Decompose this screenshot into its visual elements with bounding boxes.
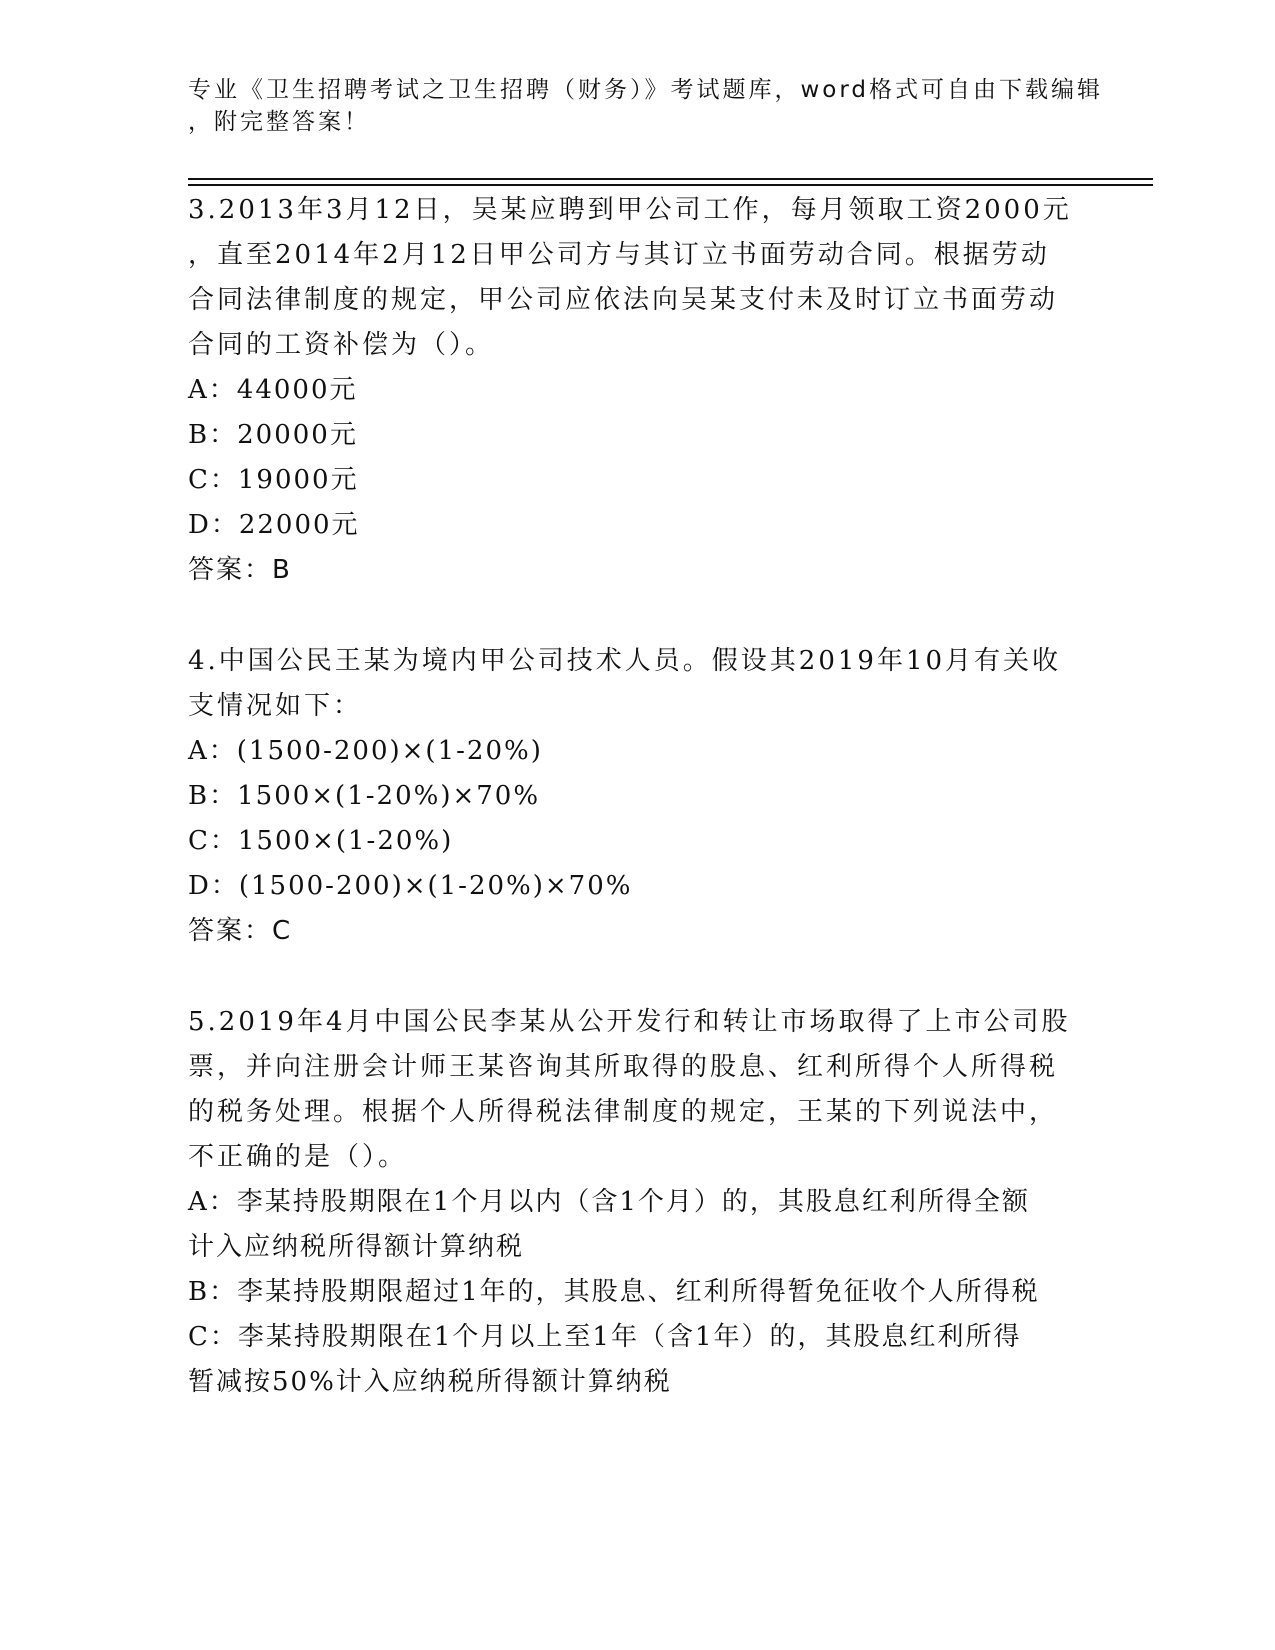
question-text: 合同法律制度的规定，甲公司应依法向吴某支付未及时订立书面劳动	[188, 285, 1059, 315]
option-c-continued: 暂减按50%计入应纳税所得额计算纳税	[188, 1367, 672, 1397]
question-text: 5.2019年4月中国公民李某从公开发行和转让市场取得了上市公司股	[188, 1007, 1071, 1037]
header-line: 专业《卫生招聘考试之卫生招聘（财务）》考试题库，word格式可自由下载编辑	[188, 77, 1104, 103]
header-divider	[188, 184, 1153, 186]
option-a: A：44000元	[188, 375, 358, 405]
option-d: D：22000元	[188, 510, 360, 540]
question-3	[188, 188, 1088, 593]
question-text: ，直至2014年2月12日甲公司方与其订立书面劳动合同。根据劳动	[188, 240, 1050, 270]
header-line: ，附完整答案！	[188, 109, 370, 135]
header-divider	[188, 178, 1153, 180]
question-5	[188, 1000, 1088, 1405]
option-c: C：李某持股期限在1个月以上至1年（含1年）的，其股息红利所得	[188, 1322, 1022, 1352]
option-d: D：(1500-200)×(1-20%)×70%	[188, 871, 633, 901]
option-a: A：(1500-200)×(1-20%)	[188, 736, 543, 766]
page-header	[188, 74, 1104, 138]
answer-text: 答案：B	[188, 555, 292, 585]
answer-text: 答案：C	[188, 916, 293, 946]
option-c: C：19000元	[188, 465, 359, 495]
question-text: 4.中国公民王某为境内甲公司技术人员。假设其2019年10月有关收	[188, 646, 1062, 676]
question-text: 的税务处理。根据个人所得税法律制度的规定，王某的下列说法中，	[188, 1097, 1059, 1127]
question-text: 3.2013年3月12日，吴某应聘到甲公司工作，每月领取工资2000元	[188, 195, 1072, 225]
option-b: B：20000元	[188, 420, 358, 450]
option-b: B：李某持股期限超过1年的，其股息、红利所得暂免征收个人所得税	[188, 1277, 1040, 1307]
question-text: 支情况如下：	[188, 691, 363, 721]
question-4	[188, 639, 1088, 954]
question-text: 不正确的是（）。	[188, 1142, 408, 1172]
option-c: C：1500×(1-20%)	[188, 826, 454, 856]
option-a-continued: 计入应纳税所得额计算纳税	[188, 1232, 525, 1262]
question-text: 票，并向注册会计师王某咨询其所取得的股息、红利所得个人所得税	[188, 1052, 1059, 1082]
question-text: 合同的工资补偿为（）。	[188, 330, 495, 360]
option-a: A：李某持股期限在1个月以内（含1个月）的，其股息红利所得全额	[188, 1187, 1030, 1217]
question-list	[188, 188, 1088, 1451]
option-b: B：1500×(1-20%)×70%	[188, 781, 541, 811]
